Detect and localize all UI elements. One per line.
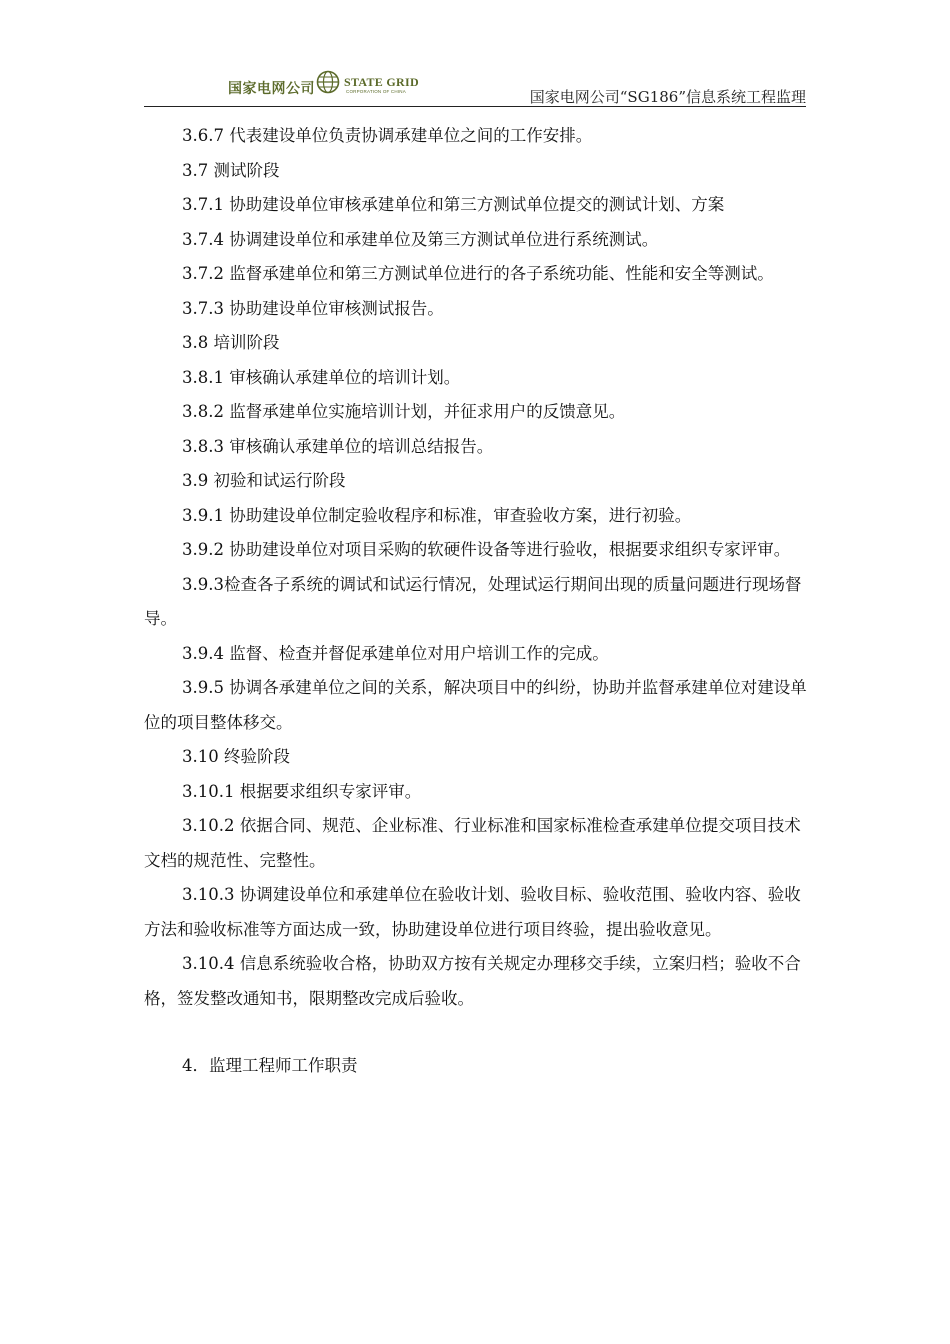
paragraph: 3.10.3 协调建设单位和承建单位在验收计划、验收目标、验收范围、验收内容、验收方法和验收标准等方面达成一致，协助建设单位进行项目终验，提出验收意见。 xyxy=(144,885,801,939)
paragraph: 3.8.1 审核确认承建单位的培训计划。 xyxy=(182,367,461,387)
paragraph: 3.7.3 协助建设单位审核测试报告。 xyxy=(182,298,444,318)
paragraph: 3.9.5 协调各承建单位之间的关系，解决项目中的纠纷，协助并监督承建单位对建设单位的项目整体移交。 xyxy=(144,678,807,732)
state-grid-globe-icon xyxy=(316,70,340,94)
subsection-heading: 3.10 终验阶段 xyxy=(182,747,290,766)
paragraph: 3.10.1 根据要求组织专家评审。 xyxy=(182,781,422,801)
spacer xyxy=(144,1016,808,1049)
subsection-heading: 3.8 培训阶段 xyxy=(182,333,280,352)
paragraph: 3.10.2 依据合同、规范、企业标准、行业标准和国家标准检查承建单位提交项目技术文档的规范性、完整性。 xyxy=(144,816,801,870)
paragraph: 3.9.2 协助建设单位对项目采购的软硬件设备等进行验收，根据要求组织专家评审。 xyxy=(182,540,791,559)
paragraph: 3.9.3检查各子系统的调试和试运行情况，处理试运行期间出现的质量问题进行现场督导。 xyxy=(144,574,802,628)
header-title: 国家电网公司“SG186”信息系统工程监理 xyxy=(529,88,806,106)
paragraph: 3.7.1 协助建设单位审核承建单位和第三方测试单位提交的测试计划、方案 xyxy=(182,195,725,214)
paragraph: 3.10.4 信息系统验收合格，协助双方按有关规定办理移交手续，立案归档；验收不合格，签发整改通知书，限期整改完成后验收。 xyxy=(144,954,801,1008)
logo-english-subtitle: CORPORATION OF CHINA xyxy=(346,89,406,94)
subsection-heading: 3.9 初验和试运行阶段 xyxy=(182,471,346,490)
paragraph: 3.6.7 代表建设单位负责协调承建单位之间的工作安排。 xyxy=(182,126,593,145)
paragraph: 3.9.4 监督、检查并督促承建单位对用户培训工作的完成。 xyxy=(182,643,609,663)
logo-chinese-name: 国家电网公司 xyxy=(228,81,315,97)
paragraph: 3.9.1 协助建设单位制定验收程序和标准，审查验收方案，进行初验。 xyxy=(182,505,692,525)
paragraph: 3.7.4 协调建设单位和承建单位及第三方测试单位进行系统测试。 xyxy=(182,229,659,249)
subsection-heading: 3.7 测试阶段 xyxy=(182,160,280,180)
logo-english-name: STATE GRID xyxy=(344,75,419,89)
document-body xyxy=(144,119,808,1084)
section-heading: 4．监理工程师工作职责 xyxy=(182,1056,358,1075)
paragraph: 3.8.3 审核确认承建单位的培训总结报告。 xyxy=(182,436,494,456)
paragraph: 3.7.2 监督承建单位和第三方测试单位进行的各子系统功能、性能和安全等测试。 xyxy=(182,264,774,283)
page-header xyxy=(144,66,806,107)
paragraph: 3.8.2 监督承建单位实施培训计划，并征求用户的反馈意见。 xyxy=(182,402,626,421)
